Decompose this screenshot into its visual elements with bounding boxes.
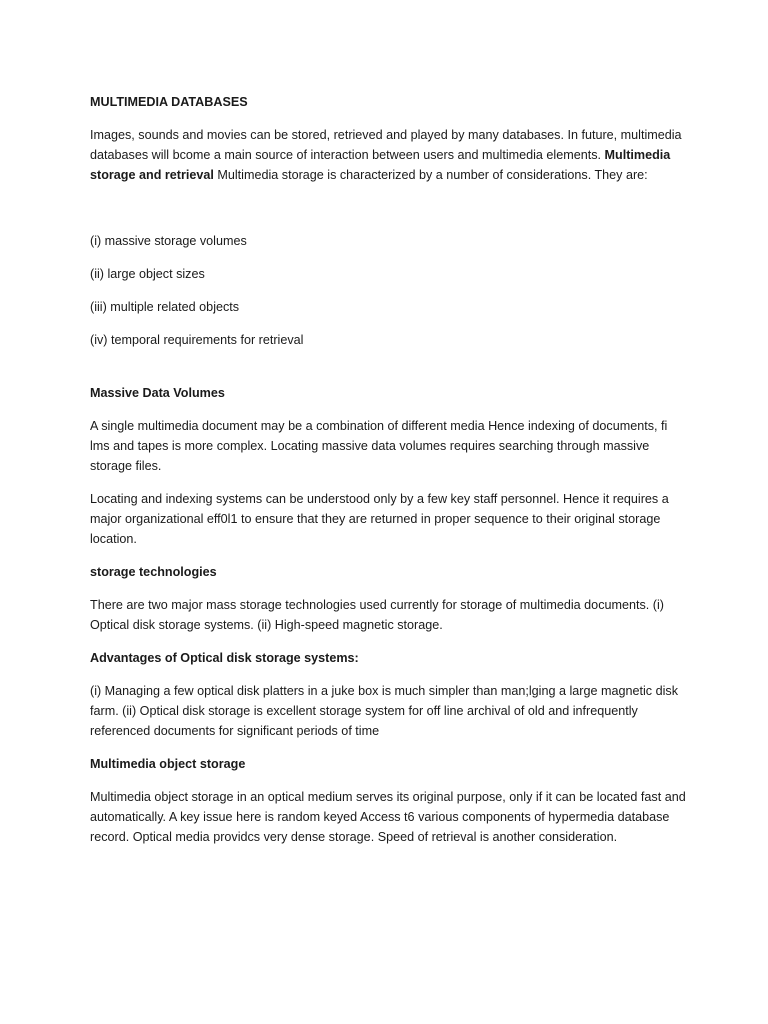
- list-item: (iv) temporal requirements for retrieval: [90, 333, 304, 347]
- section-paragraph: A single multimedia document may be a combination of different media Hence indexing of documents, fi lms and tapes is more complex. Locating massive data volumes requires searching through massive storage files.: [90, 419, 668, 473]
- list-item: (i) massive storage volumes: [90, 234, 247, 248]
- section-heading-multimedia-object-storage: Multimedia object storage: [90, 757, 246, 771]
- document-title: MULTIMEDIA DATABASES: [90, 95, 248, 109]
- section-heading-storage-technologies: storage technologies: [90, 565, 217, 579]
- section-paragraph: (i) Managing a few optical disk platters in a juke box is much simpler than man;lging a large magnetic disk farm. (ii) Optical disk storage is excellent storage system for off line archival of old and infrequently referenced documents for significant periods of time: [90, 684, 678, 738]
- intro-text-part1: Images, sounds and movies can be stored, retrieved and played by many databases. In future, multimedia databases will bcome a main source of interaction between users and multimedia elements.: [90, 128, 682, 162]
- spacer: [90, 198, 690, 231]
- spacer: [90, 363, 690, 383]
- list-item: (iii) multiple related objects: [90, 300, 240, 314]
- intro-bold-phrase: Multimedia storage and retrieval: [90, 148, 671, 182]
- intro-paragraph: [90, 125, 690, 185]
- list-item: (ii) large object sizes: [90, 267, 205, 281]
- intro-text-part2: Multimedia storage is characterized by a number of considerations. They are:: [213, 168, 648, 182]
- document-body: [90, 92, 690, 860]
- section-heading-advantages-optical-disk: Advantages of Optical disk storage systems:: [90, 651, 359, 665]
- section-paragraph: Locating and indexing systems can be understood only by a few key staff personnel. Hence it requires a major organizational eff0l1 to ensure that they are returned in proper sequence to their original storage location.: [90, 492, 669, 546]
- section-paragraph: Multimedia object storage in an optical medium serves its original purpose, only if it can be located fast and automatically. A key issue here is random keyed Access t6 various components of hypermedia database record. Optical media providcs very dense storage. Speed of retrieval is another consideration.: [90, 790, 686, 844]
- section-paragraph: There are two major mass storage technologies used currently for storage of multimedia documents. (i) Optical disk storage systems. (ii) High-speed magnetic storage.: [90, 598, 664, 632]
- section-heading-massive-data-volumes: Massive Data Volumes: [90, 386, 225, 400]
